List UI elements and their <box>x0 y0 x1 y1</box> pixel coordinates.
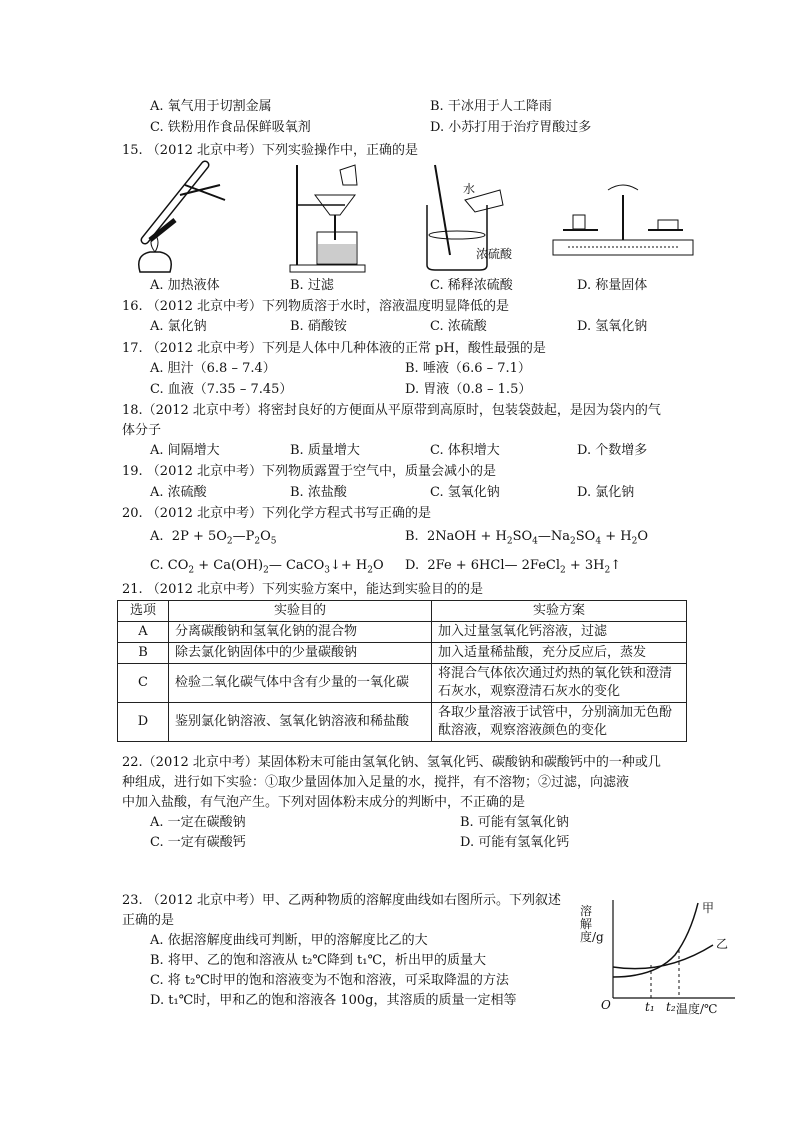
q14-option-b: B. 干冰用于人工降雨 <box>430 99 552 114</box>
q16-option-a: A. 氯化钠 <box>150 319 207 334</box>
header-purpose: 实验目的 <box>169 601 432 622</box>
row-c-option: C <box>118 664 169 703</box>
filtration-figure <box>285 160 375 275</box>
q22-stem-line2: 种组成，进行如下实验：①取少量固体加入足量的水，搅拌，有不溶物；②过滤，向滤液 <box>122 775 630 790</box>
q16-option-b: B. 硝酸铵 <box>290 319 347 334</box>
temperature-axis-label: 温度/℃ <box>676 1002 718 1016</box>
row-d-option: D <box>118 703 169 742</box>
q14-option-c: C. 铁粉用作食品保鲜吸氧剂 <box>150 120 311 135</box>
q20-option-a: A. $2P + 5O_2—P_2O_5$ <box>150 529 277 547</box>
q15-stem: 15. （2012 北京中考）下列实验操作中，正确的是 <box>122 143 419 158</box>
t1-label: t₁ <box>645 1000 655 1014</box>
q15-option-d: D. 称量固体 <box>577 278 648 293</box>
q17-option-d: D. 胃液（0.8 – 1.5） <box>405 382 532 397</box>
row-a-purpose: 分离碳酸钠和氢氧化钠的混合物 <box>169 622 432 643</box>
header-plan: 实验方案 <box>432 601 687 622</box>
row-c-plan: 将混合气体依次通过灼热的氧化铁和澄清石灰水，观察澄清石灰水的变化 <box>432 664 687 703</box>
curve-jia <box>613 903 698 977</box>
origin-label: O <box>601 998 611 1012</box>
table-header-row <box>118 601 687 622</box>
row-b-plan: 加入适量稀盐酸，充分反应后，蒸发 <box>432 643 687 664</box>
q18-option-d: D. 个数增多 <box>577 443 648 458</box>
q19-stem: 19. （2012 北京中考）下列物质露置于空气中，质量会减小的是 <box>122 464 497 479</box>
row-b-purpose: 除去氯化钠固体中的少量碳酸钠 <box>169 643 432 664</box>
q18-option-a: A. 间隔增大 <box>150 443 220 458</box>
header-option: 选项 <box>118 601 169 622</box>
solubility-axis-label: 溶解度/g <box>580 904 604 944</box>
row-a-plan: 加入过量氢氧化钙溶液，过滤 <box>432 622 687 643</box>
water-label: 水 <box>463 182 476 196</box>
q17-option-a: A. 胆汁（6.8 – 7.4） <box>150 361 276 376</box>
q23-option-a: A. 依据溶解度曲线可判断，甲的溶解度比乙的大 <box>150 933 428 948</box>
q17-option-b: B. 唾液（6.6 – 7.1） <box>405 361 531 376</box>
table-row <box>118 664 687 703</box>
q20-option-b: B. 2NaOH + $H_2SO_4—Na_2SO_4 + H_2O$ <box>405 529 648 547</box>
q22-option-c: C. 一定有碳酸钙 <box>150 835 246 850</box>
q20-option-c: C. $CO_2$ + $Ca(OH)_2—$ CaCO$_3$↓+ $H_2O$ <box>150 558 384 576</box>
q17-stem: 17. （2012 北京中考）下列是人体中几种体液的正常 pH，酸性最强的是 <box>122 341 546 356</box>
row-d-purpose: 鉴别氯化钠溶液、氢氧化钠溶液和稀盐酸 <box>169 703 432 742</box>
q19-option-a: A. 浓硫酸 <box>150 485 207 500</box>
q23-option-c: C. 将 t₂℃时甲的饱和溶液变为不饱和溶液，可采取降温的方法 <box>150 973 509 988</box>
q18-stem-line2: 体分子 <box>122 423 162 438</box>
q22-option-b: B. 可能有氢氧化钠 <box>460 815 569 830</box>
heating-liquid-figure <box>125 160 235 275</box>
q19-option-b: B. 浓盐酸 <box>290 485 347 500</box>
balance-figure <box>548 180 698 260</box>
q15-option-a: A. 加热液体 <box>150 278 220 293</box>
row-b-option: B <box>118 643 169 664</box>
q15-option-c: C. 稀释浓硫酸 <box>430 278 513 293</box>
q22-stem-line3: 中加入盐酸，有气泡产生。下列对固体粉末成分的判断中，不正确的是 <box>122 795 526 810</box>
q23-stem-line1: 23. （2012 北京中考）甲、乙两种物质的溶解度曲线如右图所示。下列叙述 <box>122 893 562 908</box>
row-d-plan: 各取少量溶液于试管中，分别滴加无色酚酞溶液，观察溶液颜色的变化 <box>432 703 687 742</box>
q20-option-d: D. 2Fe + 6HCl— 2FeCl$_2$ + $3H_2↑$ <box>405 558 622 576</box>
q23-stem-line2: 正确的是 <box>122 913 175 928</box>
curve-jia-label: 甲 <box>702 901 715 915</box>
q16-option-c: C. 浓硫酸 <box>430 319 487 334</box>
t2-label: t₂ <box>666 1000 676 1014</box>
q22-option-a: A. 一定在碳酸钠 <box>150 815 246 830</box>
solubility-graph <box>595 895 745 1015</box>
table-row <box>118 643 687 664</box>
q19-option-c: C. 氢氧化钠 <box>430 485 500 500</box>
q21-stem: 21. （2012 北京中考）下列实验方案中，能达到实验目的的是 <box>122 582 484 597</box>
q14-option-d: D. 小苏打用于治疗胃酸过多 <box>430 120 592 135</box>
q18-stem-line1: 18.（2012 北京中考）将密封良好的方便面从平原带到高原时，包装袋鼓起，是因为袋内的气 <box>122 403 661 418</box>
q17-option-c: C. 血液（7.35 – 7.45） <box>150 382 293 397</box>
q22-option-d: D. 可能有氢氧化钙 <box>460 835 570 850</box>
q19-option-d: D. 氯化钠 <box>577 485 635 500</box>
q18-option-b: B. 质量增大 <box>290 443 360 458</box>
concentrated-acid-label: 浓硫酸 <box>476 247 513 261</box>
curve-yi-label: 乙 <box>716 937 729 951</box>
q23-option-b: B. 将甲、乙的饱和溶液从 t₂℃降到 t₁℃，析出甲的质量大 <box>150 953 487 968</box>
q16-stem: 16. （2012 北京中考）下列物质溶于水时，溶液温度明显降低的是 <box>122 299 510 314</box>
row-c-purpose: 检验二氧化碳气体中含有少量的一氧化碳 <box>169 664 432 703</box>
table-row <box>118 703 687 742</box>
q16-option-d: D. 氢氧化钠 <box>577 319 648 334</box>
q22-stem-line1: 22.（2012 北京中考）某固体粉末可能由氢氧化钠、氢氧化钙、碳酸钠和碳酸钙中的一种或几 <box>122 755 661 770</box>
table-row <box>118 622 687 643</box>
q14-option-a: A. 氧气用于切割金属 <box>150 99 272 114</box>
curve-yi <box>613 945 713 969</box>
q18-option-c: C. 体积增大 <box>430 443 500 458</box>
q21-table <box>117 600 687 742</box>
q23-option-d: D. t₁℃时，甲和乙的饱和溶液各 100g，其溶质的质量一定相等 <box>150 993 517 1008</box>
q15-option-b: B. 过滤 <box>290 278 334 293</box>
row-a-option: A <box>118 622 169 643</box>
q20-stem: 20. （2012 北京中考）下列化学方程式书写正确的是 <box>122 506 432 521</box>
